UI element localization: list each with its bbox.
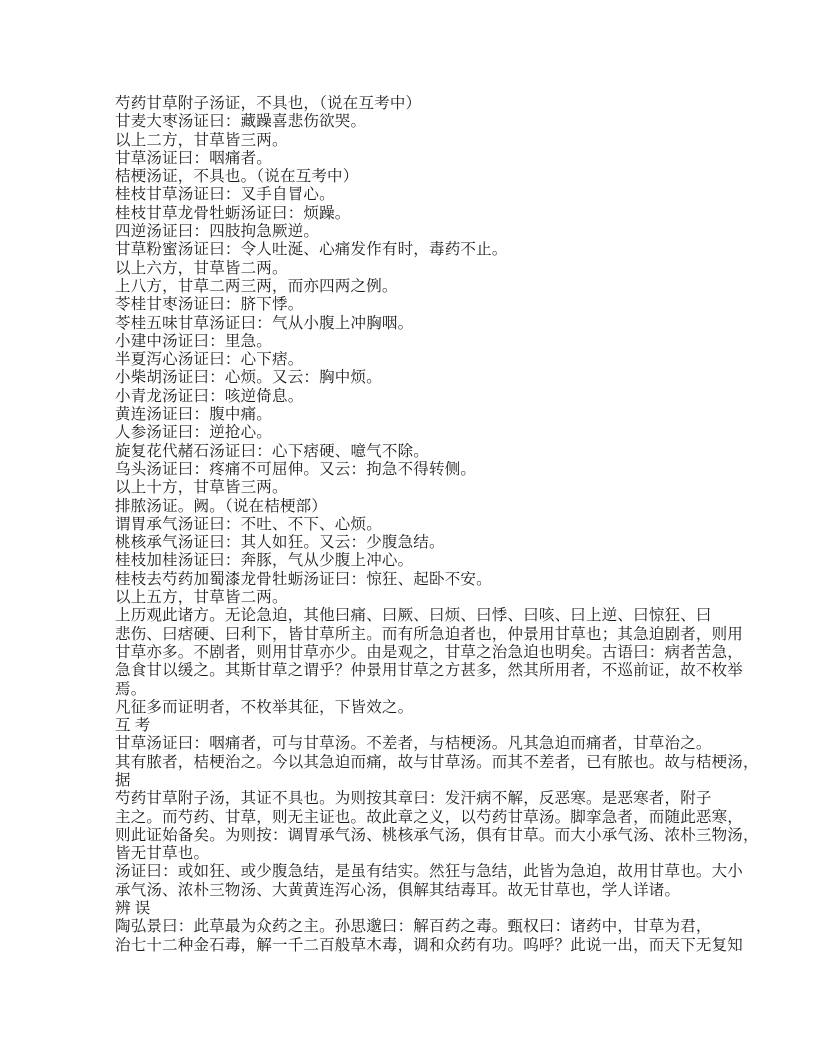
text-line: 其有脓者，桔梗治之。今以其急迫而痛，故与甘草汤。而其不差者，已有脓也。故与桔梗汤， <box>115 753 759 771</box>
text-line: 皆无甘草也。 <box>115 845 210 863</box>
text-line: 甘麦大枣汤证曰：藏躁喜悲伤欲哭。 <box>115 113 367 131</box>
text-line: 小柴胡汤证曰：心烦。又云：胸中烦。 <box>115 369 382 387</box>
text-line: 芍药甘草附子汤证，不具也，（说在互考中） <box>115 95 422 112</box>
section-header: 互 考 <box>115 717 151 735</box>
text-line: 桃核承气汤证曰：其人如狂。又云：少腹急结。 <box>115 534 445 552</box>
text-line: 焉。 <box>115 680 147 698</box>
text-line: 以上二方，甘草皆三两。 <box>115 131 288 149</box>
text-line: 苓桂甘枣汤证曰：脐下悸。 <box>115 296 304 314</box>
text-line: 甘草粉蜜汤证曰：令人吐涎、心痛发作有时，毒药不止。 <box>115 241 508 259</box>
text-line: 排脓汤证。阙。（说在桔梗部） <box>115 497 328 515</box>
text-line: 四逆汤证曰：四肢拘急厥逆。 <box>115 223 320 241</box>
text-line: 桂枝加桂汤证曰：奔豚，气从少腹上冲心。 <box>115 552 414 570</box>
text-line: 谓胃承气汤证曰：不吐、不下、心烦。 <box>115 515 382 533</box>
text-line: 以上六方，甘草皆二两。 <box>115 259 288 277</box>
text-line: 治七十二种金石毒，解一千二百般草木毒，调和众药有功。呜呼？此说一出，而天下无复知 <box>115 936 744 954</box>
text-line: 凡征多而证明者，不枚举其征，下皆效之。 <box>115 698 414 716</box>
text-line: 汤证曰：或如狂、或少腹急结，是虽有结实。然狂与急结，此皆为急迫，故用甘草也。大小 <box>115 863 744 881</box>
section-header: 辨 误 <box>115 900 151 918</box>
text-line: 上八方，甘草二两三两，而亦四两之例。 <box>115 277 398 295</box>
text-line: 甘草汤证曰：咽痛者。 <box>115 149 273 167</box>
text-line: 急食甘以缓之。其斯甘草之谓乎？仲景用甘草之方甚多，然其所用者，不巡前证，故不枚举 <box>115 662 744 680</box>
text-line: 甘草汤证曰：咽痛者，可与甘草汤。不差者，与桔梗汤。凡其急迫而痛者，甘草治之。 <box>115 735 712 753</box>
text-line: 苓桂五味甘草汤证曰：气从小腹上冲胸咽。 <box>115 314 414 332</box>
text-line: 悲伤、曰痞硬、曰利下，皆甘草所主。而有所急迫者也，仲景用甘草也；其急迫剧者，则用 <box>115 625 744 643</box>
text-line: 承气汤、浓朴三物汤、大黄黄连泻心汤，俱解其结毒耳。故无甘草也，学人详诸。 <box>115 881 681 899</box>
text-line: 据 <box>115 771 131 789</box>
text-line: 桂枝甘草龙骨牡蛎汤证曰：烦躁。 <box>115 204 351 222</box>
text-line: 以上五方，甘草皆二两。 <box>115 589 288 607</box>
text-line: 旋复花代赭石汤证曰：心下痞硬、噫气不除。 <box>115 442 430 460</box>
text-line: 小建中汤证曰：里急。 <box>115 332 273 350</box>
text-line: 半夏泻心汤证曰：心下痞。 <box>115 351 304 369</box>
text-line: 人参汤证曰：逆抢心。 <box>115 424 273 442</box>
text-line: 黄连汤证曰：腹中痛。 <box>115 406 273 424</box>
text-line: 主之。而芍药、甘草，则无主证也。故此章之义，以芍药甘草汤。脚挛急者，而随此恶寒， <box>115 808 744 826</box>
text-line: 芍药甘草附子汤，其证不具也。为则按其章曰：发汗病不解，反恶寒。是恶寒者，附子 <box>115 790 712 808</box>
text-line: 桔梗汤证，不具也。（说在互考中） <box>115 168 359 186</box>
text-line: 乌头汤证曰：疼痛不可屈伸。又云：拘急不得转侧。 <box>115 460 477 478</box>
text-block <box>115 95 775 955</box>
text-line: 以上十方，甘草皆三两。 <box>115 479 288 497</box>
text-line: 桂枝甘草汤证曰：叉手自冒心。 <box>115 186 335 204</box>
text-line: 甘草亦多。不剧者，则用甘草亦少。由是观之，甘草之治急迫也明矣。古语曰：病者苦急， <box>115 643 744 661</box>
text-line: 小青龙汤证曰：咳逆倚息。 <box>115 387 304 405</box>
text-line: 桂枝去芍药加蜀漆龙骨牡蛎汤证曰：惊狂、起卧不安。 <box>115 570 492 588</box>
text-line: 陶弘景曰：此草最为众药之主。孙思邈曰：解百药之毒。甄权曰：诸药中，甘草为君， <box>115 918 712 936</box>
text-line: 则此证始备矣。为则按：调胃承气汤、桃核承气汤，俱有甘草。而大小承气汤、浓朴三物汤， <box>115 826 759 844</box>
text-line: 上历观此诸方。无论急迫，其他曰痛、曰厥、曰烦、曰悸、曰咳、曰上逆、曰惊狂、曰 <box>115 607 712 625</box>
